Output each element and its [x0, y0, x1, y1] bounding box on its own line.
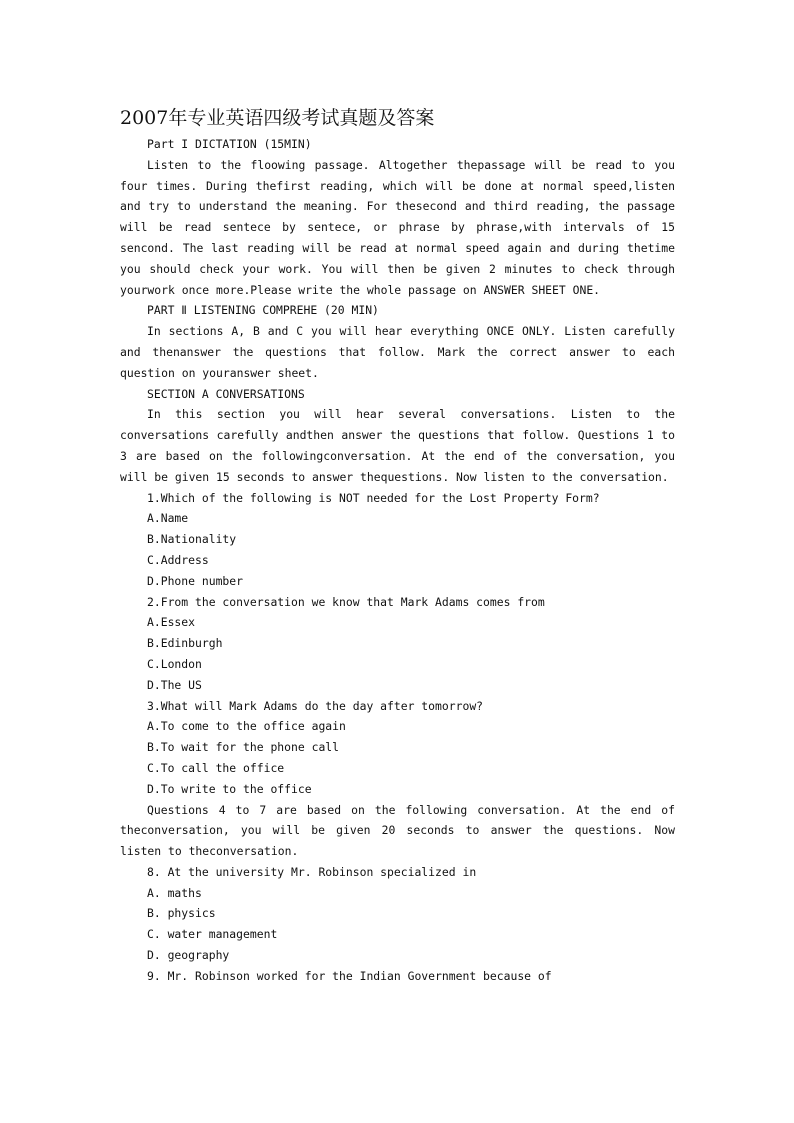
question-3: 3.What will Mark Adams do the day after tomorrow? — [147, 698, 484, 713]
option-1d: D.Phone number — [147, 573, 244, 588]
part1-heading: Part I DICTATION (15MIN) — [147, 137, 312, 151]
option-3b: B.To wait for the phone call — [147, 740, 340, 755]
option-2c: C.London — [147, 656, 202, 671]
option-8b: B. physics — [147, 906, 216, 921]
part1-instructions: Listen to the floowing passage. Altogether thepassage will be read to you four times. During thefirst reading, which will be done at normal speed,listen and try to understand the meaning. For thesecond and third reading, the passage will be read sentece by sentece, or phrase by phrase,with intervals of 15 sencond. The last reading will be read at normal speed again and during thetime you should check your work. You will then be given 2 minutes to check through yourwork once more.Please write the whole passage on ANSWER SHEET ONE. — [120, 157, 675, 297]
option-1c: C.Address — [147, 552, 209, 567]
question-2: 2.From the conversation we know that Mark Adams comes from — [147, 594, 545, 609]
option-8d: D. geography — [147, 948, 230, 963]
option-3a: A.To come to the office again — [147, 719, 346, 734]
document-title: 2007年专业英语四级考试真题及答案 — [120, 107, 435, 129]
option-8a: A. maths — [147, 885, 202, 900]
option-2b: B.Edinburgh — [147, 636, 223, 651]
section-a-instructions: In this section you will hear several conversations. Listen to the conversations carefully andthen answer the questions that follow. Questions 1 to 3 are based on the followingconversation. At the end of the conversation, you will be given 15 seconds to answer thequestions. Now listen to the conversation. — [120, 407, 675, 484]
option-1a: A.Name — [147, 511, 189, 526]
question-9: 9. Mr. Robinson worked for the Indian Government because of — [147, 968, 552, 983]
questions-4-7-instructions: Questions 4 to 7 are based on the following conversation. At the end of theconversation, you will be given 20 seconds to answer the questions. Now listen to theconversation. — [120, 802, 675, 859]
option-8c: C. water management — [147, 927, 278, 942]
option-3d: D.To write to the office — [147, 781, 312, 796]
option-1b: B.Nationality — [147, 532, 237, 547]
part2-instructions: In sections A, B and C you will hear everything ONCE ONLY. Listen carefully and thenanswer the questions that follow. Mark the correct answer to each question on youranswer sheet. — [120, 324, 675, 380]
option-2a: A.Essex — [147, 615, 196, 630]
section-a-heading: SECTION A CONVERSATIONS — [147, 386, 305, 401]
document-body — [120, 104, 675, 987]
option-2d: D.The US — [147, 677, 202, 692]
option-3c: C.To call the office — [147, 760, 285, 775]
question-1: 1.Which of the following is NOT needed for the Lost Property Form? — [147, 490, 600, 505]
part2-heading: PART Ⅱ LISTENING COMPREHE (20 MIN) — [147, 303, 379, 318]
question-8: 8. At the university Mr. Robinson specialized in — [147, 864, 477, 879]
